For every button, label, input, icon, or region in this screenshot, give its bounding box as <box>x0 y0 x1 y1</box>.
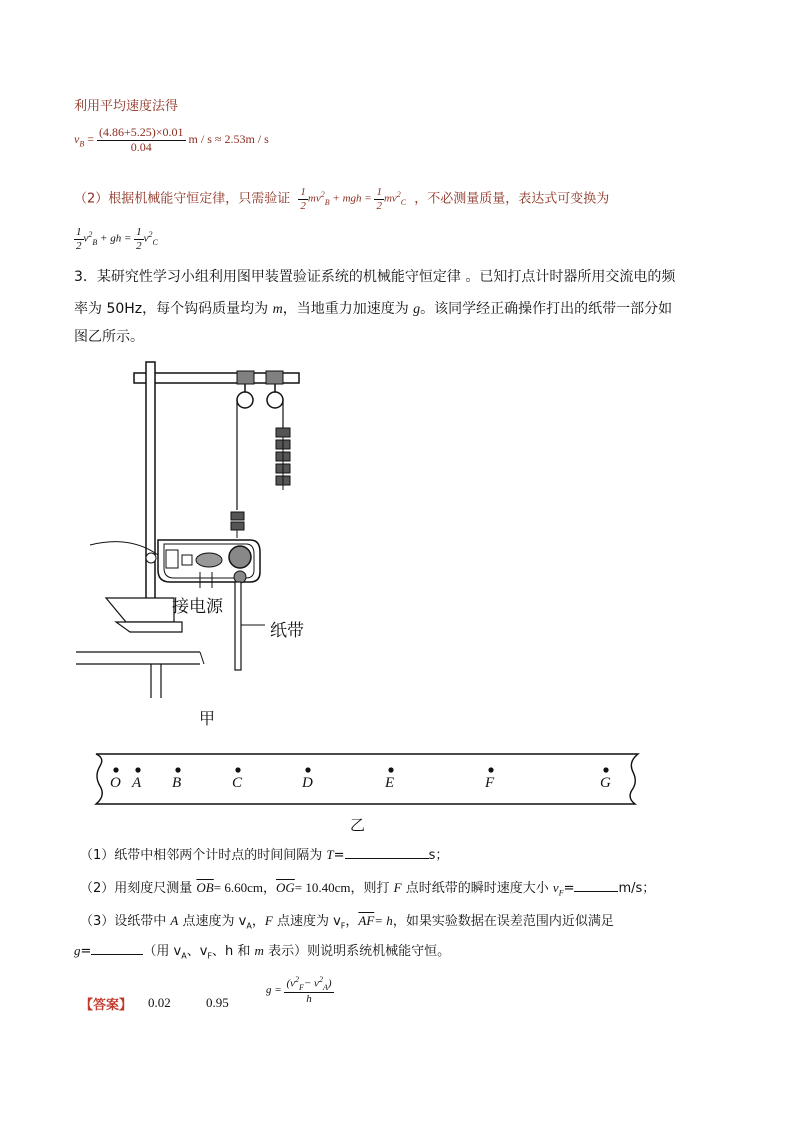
tape-dot-b <box>175 767 180 772</box>
pulley-left <box>237 392 253 408</box>
vb-equation: $v_B$ = $\frac{(4.86+5.25)\times 0.01}{0.04}$ m / s ≈ 2.53m / s <box>74 125 269 154</box>
tape-figure <box>86 748 652 810</box>
answer-label: 【答案】 <box>80 998 133 1013</box>
question-1: （1）纸带中相邻两个计时点的时间间隔为 T= s； <box>80 847 449 863</box>
hanging-weights-right <box>276 428 290 490</box>
stand-base <box>106 598 182 632</box>
tape-dot-c <box>235 767 240 772</box>
answer-blank-vF[interactable] <box>574 879 618 892</box>
answer-blank-g[interactable] <box>91 942 143 955</box>
question-2: （2）用刻度尺测量 $\overline{OB}= 6.60cm$，$\overline{OG}= 10.40cm$，则打 F 点时纸带的瞬时速度大小 $v_F= m/s$； <box>80 880 656 898</box>
answer-3-formula: g = $\frac{(v^2_F- v^2_A)}{h}$ <box>266 975 332 1006</box>
caption-jia: 甲 <box>199 709 216 728</box>
hanging-weights-left <box>231 512 244 538</box>
energy-equation-with-mass: $\frac{1}{2}$ $mv^2_B$ + mgh = $\frac{1}{2}$ $mv^2_C$ <box>300 186 407 212</box>
timer-body <box>158 540 260 588</box>
answer-1: 0.02 <box>148 995 171 1010</box>
solution-part2: （2）根据机械能守恒定律，只需验证 $\frac{1}{2}$ $mv^2_B$ + mgh = $\frac{1}{2}$ $mv^2_C$ ，不必测量质量，表达式可变换为 <box>74 186 610 212</box>
apparatus-figure <box>70 360 330 705</box>
tape-dot-d <box>305 767 310 772</box>
answer-2: 0.95 <box>206 995 229 1010</box>
solution-heading: 利用平均速度法得 <box>74 99 179 114</box>
energy-equation: $\frac{1}{2}$ $v^2_B$ + gh = $\frac{1}{2}$ $v^2_C$ <box>76 226 158 252</box>
clamp-left <box>237 371 254 384</box>
tape-label-o: O <box>110 775 121 791</box>
tape-label-a: A <box>132 775 142 791</box>
label-tape: 纸带 <box>270 621 304 641</box>
tape-label-f: F <box>485 775 495 791</box>
vertical-stand <box>146 362 155 619</box>
table <box>76 652 204 698</box>
question-3-line-2: g= （用 $v_A$、$v_F$、h 和 m 表示）则说明系统机械能守恒。 <box>74 943 451 961</box>
problem-line-2: 率为 50Hz，每个钩码质量均为 m，当地重力加速度为 g。该同学经正确操作打出的纸带一部分如 <box>74 301 673 317</box>
paper-tape <box>235 582 241 670</box>
problem-line-1: 3．某研究性学习小组利用图甲装置验证系统的机械能守恒定律 。已知打点计时器所用交流电的频 <box>74 269 676 285</box>
tape-dot-f <box>488 767 493 772</box>
tape-dot-a <box>135 767 140 772</box>
vb-fraction: $\frac{(4.86+5.25)\times 0.01}{0.04}$ <box>99 125 184 154</box>
tape-label-c: C <box>232 775 243 791</box>
answer-blank-T[interactable] <box>345 846 429 859</box>
pulley-right <box>267 392 283 408</box>
tape-label-g: G <box>600 775 611 791</box>
tape-dot-o <box>113 767 118 772</box>
tape-label-e: E <box>385 775 395 791</box>
tape-dot-g <box>603 767 608 772</box>
question-3-line-1: （3）设纸带中 A 点速度为 $v_A$，F 点速度为 $v_F$，$\overline{AF}= h$，如果实验数据在误差范围内近似满足 <box>80 913 614 931</box>
tape-label-d: D <box>302 775 313 791</box>
problem-line-3: 图乙所示。 <box>74 329 144 345</box>
clamp-right <box>266 371 283 384</box>
tape-label-b: B <box>172 775 182 791</box>
caption-yi: 乙 <box>350 816 366 834</box>
tape-dot-e <box>388 767 393 772</box>
label-power: 接电源 <box>172 597 223 617</box>
